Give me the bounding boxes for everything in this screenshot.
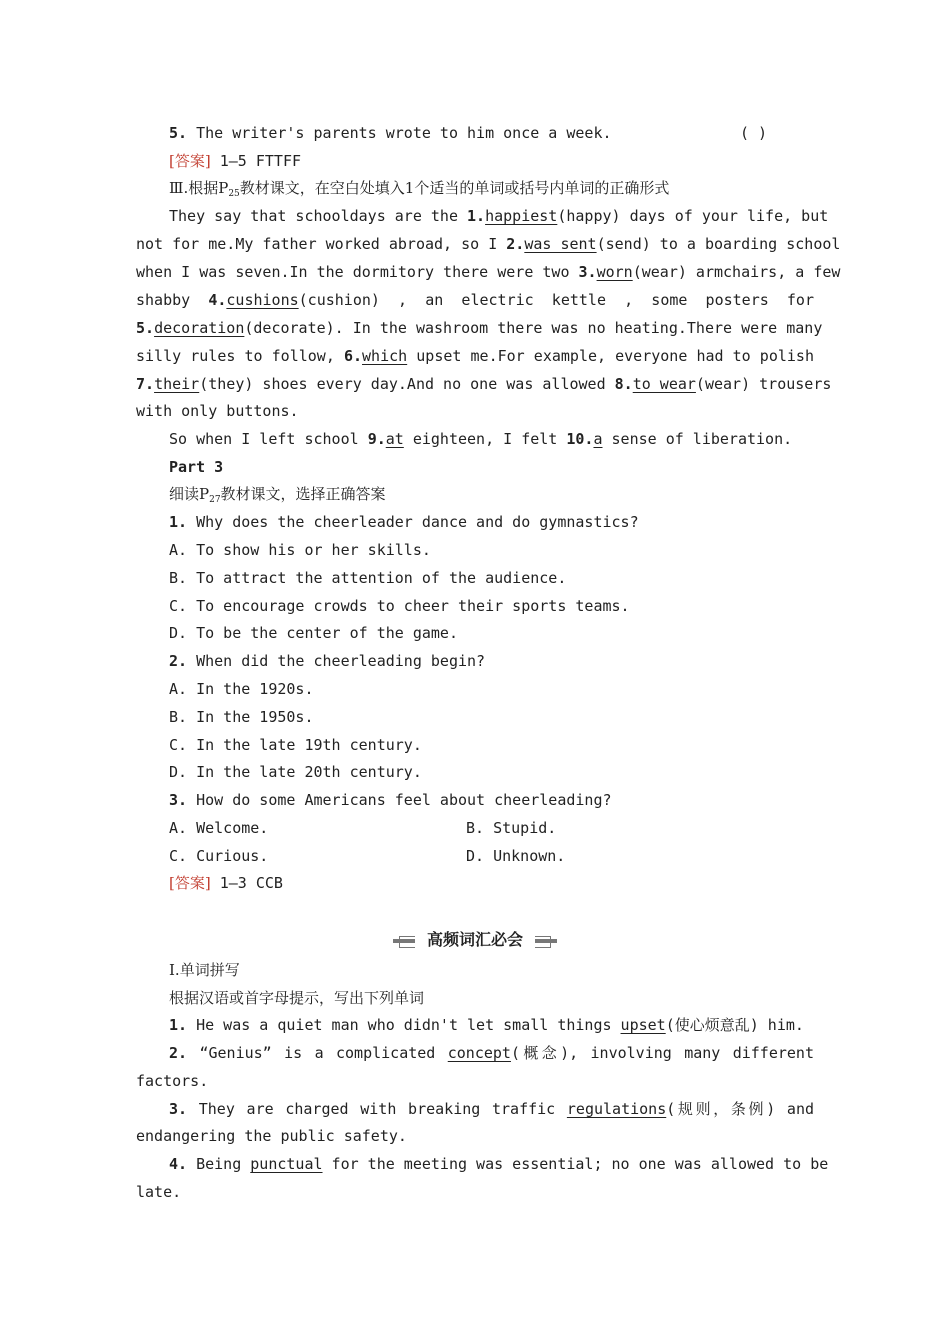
cloze-line-3 bbox=[136, 258, 841, 286]
option: B. Stupid. bbox=[466, 819, 557, 837]
section-title-rest: 教材课文，在空白处填入1个适当的单词或括号内单词的正确形式 bbox=[239, 179, 670, 197]
text: (规则，条例) and bbox=[666, 1100, 815, 1118]
text: shabby bbox=[136, 291, 209, 309]
blank-answer: happiest bbox=[485, 207, 558, 225]
blank-answer: regulations bbox=[566, 1100, 667, 1118]
answer-text: 1—5 FTTFF bbox=[219, 152, 302, 170]
text: They say that schooldays are the bbox=[169, 207, 468, 225]
question-text: When did the cheerleading begin? bbox=[196, 652, 486, 670]
question-number: 5. bbox=[169, 124, 188, 142]
blank-number: 5. bbox=[136, 319, 155, 337]
answer-line-1 bbox=[169, 147, 814, 175]
blank-number: 6. bbox=[343, 347, 363, 365]
vocab-sentence-2 bbox=[169, 1039, 814, 1067]
cloze-line-2 bbox=[136, 230, 841, 258]
text: upset me.For example, everyone had to polish bbox=[407, 347, 814, 365]
section-banner bbox=[393, 928, 557, 952]
question-number: 3. bbox=[169, 791, 188, 809]
option: D. In the late 20th century. bbox=[169, 763, 422, 781]
vocab-instruction: 根据汉语或首字母提示，写出下列单词 bbox=[169, 989, 425, 1007]
blank-answer: to wear bbox=[632, 375, 696, 393]
text: They are charged with breaking traffic bbox=[198, 1100, 567, 1118]
blank-answer: decoration bbox=[154, 319, 245, 337]
sentence-number: 3. bbox=[169, 1100, 188, 1118]
blank-number: 7. bbox=[136, 375, 155, 393]
cloze-line-9 bbox=[169, 425, 814, 453]
option: D. To be the center of the game. bbox=[169, 624, 458, 642]
question-number: 1. bbox=[169, 513, 188, 531]
blank-answer: their bbox=[154, 375, 200, 393]
cloze-line-4 bbox=[136, 286, 814, 314]
text: not for me.My father worked abroad, so I bbox=[136, 235, 507, 253]
option: C. In the late 19th century. bbox=[169, 736, 422, 754]
blank-answer: punctual bbox=[250, 1155, 323, 1173]
cloze-line-7 bbox=[136, 370, 832, 398]
option: C. Curious. bbox=[169, 847, 269, 865]
blank-answer: at bbox=[385, 430, 404, 448]
text: eighteen, I felt bbox=[403, 430, 567, 448]
blank-answer: which bbox=[362, 347, 408, 365]
page-subscript: 27 bbox=[209, 495, 221, 505]
sentence-number: 2. bbox=[169, 1044, 188, 1062]
page-subscript: 25 bbox=[228, 189, 240, 199]
blank-answer: cushions bbox=[226, 291, 299, 309]
blank-answer: worn bbox=[596, 263, 633, 281]
section-title: Ⅲ.根据P bbox=[169, 179, 229, 197]
text: (cushion) , an electric kettle , some posters for bbox=[298, 291, 814, 309]
question-text: Why does the cheerleader dance and do gymnastics? bbox=[196, 513, 639, 531]
answer-paren: ( ) bbox=[740, 124, 768, 142]
blank-answer: upset bbox=[620, 1016, 666, 1034]
blank-number: 3. bbox=[578, 263, 597, 281]
text: (decorate). In the washroom there was no heating.There were many bbox=[244, 319, 823, 337]
part-3-title: Part 3 bbox=[169, 458, 224, 476]
option-row bbox=[169, 842, 814, 870]
blank-number: 8. bbox=[614, 375, 633, 393]
option: A. To show his or her skills. bbox=[169, 541, 431, 559]
cloze-line-1 bbox=[169, 202, 829, 230]
text: with only buttons. bbox=[136, 402, 299, 420]
text: sense of liberation. bbox=[602, 430, 793, 448]
option: D. Unknown. bbox=[466, 847, 566, 865]
blank-number: 2. bbox=[506, 235, 525, 253]
sentence-number: 4. bbox=[169, 1155, 188, 1173]
text: He was a quiet man who didn't let small things bbox=[196, 1016, 621, 1034]
vocab-sentence-4-cont: late. bbox=[136, 1183, 182, 1201]
sentence-number: 1. bbox=[169, 1016, 188, 1034]
blank-number: 9. bbox=[367, 430, 386, 448]
text: (使心烦意乱) him. bbox=[665, 1016, 804, 1034]
section-3-heading bbox=[169, 174, 814, 202]
blank-answer: a bbox=[593, 430, 603, 448]
vocab-sentence-1 bbox=[169, 1011, 814, 1039]
mc-question-2 bbox=[169, 647, 814, 675]
answer-line-2 bbox=[169, 869, 814, 897]
text: for the meeting was essential; no one was allowed to be bbox=[322, 1155, 829, 1173]
question-5 bbox=[169, 119, 814, 147]
blank-number: 10. bbox=[566, 430, 594, 448]
mc-question-1 bbox=[169, 508, 814, 536]
vocab-sentence-3-cont: endangering the public safety. bbox=[136, 1127, 407, 1145]
option-row bbox=[169, 814, 814, 842]
vocab-title: Ⅰ.单词拼写 bbox=[169, 961, 240, 979]
text: silly rules to follow, bbox=[136, 347, 344, 365]
text: (wear) armchairs, a few bbox=[632, 263, 841, 281]
text: So when I left school bbox=[169, 430, 368, 448]
blank-answer: concept bbox=[447, 1044, 511, 1062]
option: A. Welcome. bbox=[169, 819, 269, 837]
mc-question-3 bbox=[169, 786, 814, 814]
text: Being bbox=[196, 1155, 251, 1173]
question-number: 2. bbox=[169, 652, 188, 670]
blank-number: 4. bbox=[208, 291, 227, 309]
text: (send) to a boarding school bbox=[596, 235, 841, 253]
option: A. In the 1920s. bbox=[169, 680, 314, 698]
text: (they) shoes every day.And no one was allowed bbox=[199, 375, 615, 393]
vocab-sentence-3 bbox=[169, 1095, 814, 1123]
banner-title: 高频词汇必会 bbox=[415, 928, 535, 952]
option: C. To encourage crowds to cheer their sports teams. bbox=[169, 597, 630, 615]
text: (happy) days of your life, but bbox=[557, 207, 829, 225]
text: 教材课文，选择正确答案 bbox=[220, 485, 386, 503]
text: “Genius” is a complicated bbox=[199, 1044, 448, 1062]
cloze-line-5 bbox=[136, 314, 823, 342]
text: 细读P bbox=[169, 485, 210, 503]
cloze-line-8 bbox=[136, 397, 814, 425]
question-text: How do some Americans feel about cheerleading? bbox=[196, 791, 612, 809]
answer-text: 1—3 CCB bbox=[219, 874, 283, 892]
text: when I was seven.In the dormitory there were two bbox=[136, 263, 579, 281]
vocab-sentence-4 bbox=[169, 1150, 829, 1178]
question-text: The writer's parents wrote to him once a week. bbox=[196, 124, 612, 142]
text: (概念), involving many different bbox=[510, 1044, 814, 1062]
part-3-instruction bbox=[169, 480, 814, 508]
blank-answer: was sent bbox=[524, 235, 597, 253]
option: B. In the 1950s. bbox=[169, 708, 314, 726]
blank-number: 1. bbox=[467, 207, 486, 225]
text: (wear) trousers bbox=[695, 375, 832, 393]
cloze-line-6 bbox=[136, 342, 814, 370]
vocab-sentence-2-cont: factors. bbox=[136, 1072, 209, 1090]
option: B. To attract the attention of the audience. bbox=[169, 569, 567, 587]
answer-tag: [答案] bbox=[169, 152, 211, 170]
answer-tag: [答案] bbox=[169, 874, 211, 892]
